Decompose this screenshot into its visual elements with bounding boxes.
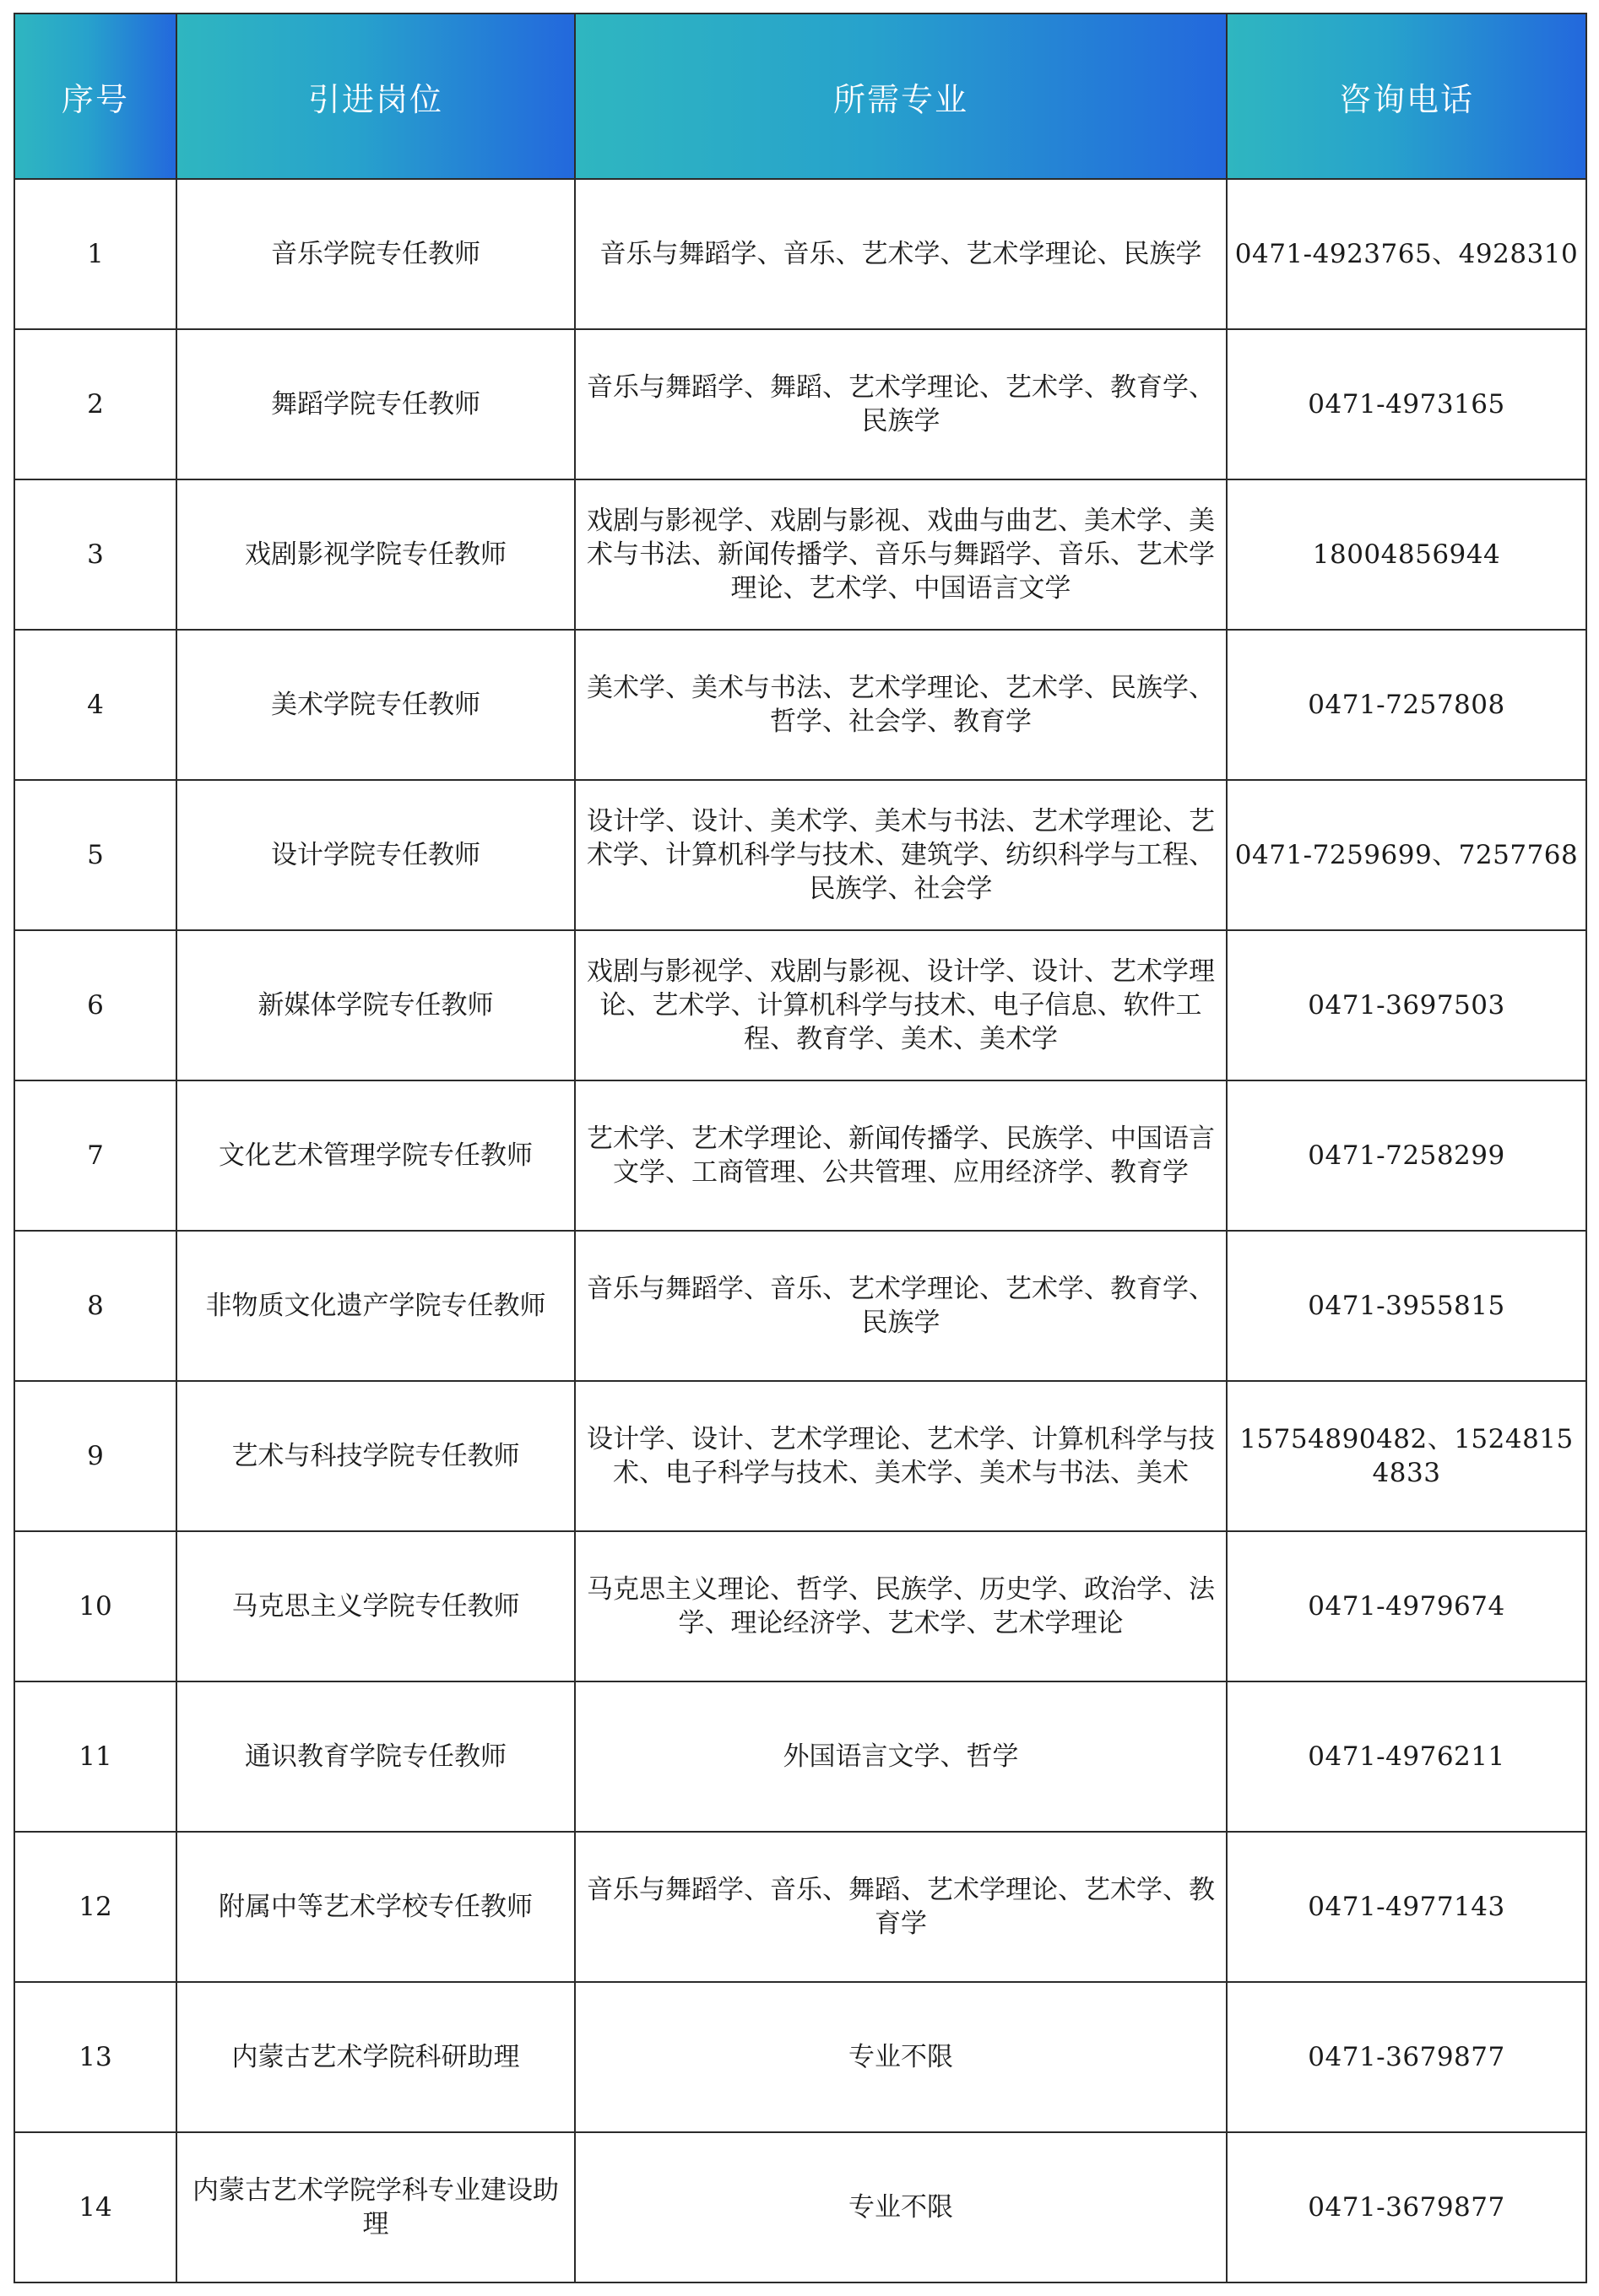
row-number: 6	[14, 930, 176, 1080]
table-body	[14, 179, 1586, 2282]
header-position: 引进岗位	[176, 14, 575, 179]
row-number: 9	[14, 1381, 176, 1531]
row-number: 5	[14, 780, 176, 930]
row-number: 11	[14, 1681, 176, 1832]
row-phone: 0471-4979674	[1227, 1531, 1586, 1681]
row-phone: 0471-4923765、4928310	[1227, 179, 1586, 329]
table-row	[14, 179, 1586, 329]
row-phone: 0471-3679877	[1227, 1982, 1586, 2132]
table-header	[14, 14, 1586, 179]
row-position: 舞蹈学院专任教师	[176, 329, 575, 479]
row-phone: 0471-3955815	[1227, 1231, 1586, 1381]
row-majors: 设计学、设计、艺术学理论、艺术学、计算机科学与技术、电子科学与技术、美术学、美术与书法、美术	[575, 1381, 1227, 1531]
table-row	[14, 329, 1586, 479]
header-row	[14, 14, 1586, 179]
row-phone: 15754890482、15248154833	[1227, 1381, 1586, 1531]
row-phone: 18004856944	[1227, 479, 1586, 630]
row-number: 4	[14, 630, 176, 780]
row-majors: 马克思主义理论、哲学、民族学、历史学、政治学、法学、理论经济学、艺术学、艺术学理论	[575, 1531, 1227, 1681]
row-position: 音乐学院专任教师	[176, 179, 575, 329]
header-no: 序号	[14, 14, 176, 179]
row-phone: 0471-7258299	[1227, 1080, 1586, 1231]
row-phone: 0471-4973165	[1227, 329, 1586, 479]
row-position: 通识教育学院专任教师	[176, 1681, 575, 1832]
row-position: 设计学院专任教师	[176, 780, 575, 930]
row-position: 内蒙古艺术学院科研助理	[176, 1982, 575, 2132]
row-majors: 音乐与舞蹈学、音乐、艺术学、艺术学理论、民族学	[575, 179, 1227, 329]
row-majors: 美术学、美术与书法、艺术学理论、艺术学、民族学、哲学、社会学、教育学	[575, 630, 1227, 780]
row-majors: 设计学、设计、美术学、美术与书法、艺术学理论、艺术学、计算机科学与技术、建筑学、纺织科学与工程、民族学、社会学	[575, 780, 1227, 930]
table-row	[14, 479, 1586, 630]
row-phone: 0471-4976211	[1227, 1681, 1586, 1832]
row-phone: 0471-3697503	[1227, 930, 1586, 1080]
row-majors: 戏剧与影视学、戏剧与影视、设计学、设计、艺术学理论、艺术学、计算机科学与技术、电子信息、软件工程、教育学、美术、美术学	[575, 930, 1227, 1080]
table-row	[14, 1681, 1586, 1832]
table-row	[14, 780, 1586, 930]
row-number: 2	[14, 329, 176, 479]
row-number: 14	[14, 2132, 176, 2282]
table-row	[14, 2132, 1586, 2282]
row-number: 7	[14, 1080, 176, 1231]
row-position: 非物质文化遗产学院专任教师	[176, 1231, 575, 1381]
row-position: 新媒体学院专任教师	[176, 930, 575, 1080]
row-phone: 0471-7257808	[1227, 630, 1586, 780]
row-number: 10	[14, 1531, 176, 1681]
table-row	[14, 630, 1586, 780]
row-position: 附属中等艺术学校专任教师	[176, 1832, 575, 1982]
header-majors: 所需专业	[575, 14, 1227, 179]
recruitment-table	[14, 13, 1587, 2283]
header-phone: 咨询电话	[1227, 14, 1586, 179]
table-row	[14, 1832, 1586, 1982]
row-position: 艺术与科技学院专任教师	[176, 1381, 575, 1531]
table-row	[14, 1381, 1586, 1531]
row-number: 12	[14, 1832, 176, 1982]
row-position: 美术学院专任教师	[176, 630, 575, 780]
recruitment-table-sheet	[14, 13, 1585, 2283]
row-phone: 0471-7259699、7257768	[1227, 780, 1586, 930]
row-number: 8	[14, 1231, 176, 1381]
row-majors: 专业不限	[575, 2132, 1227, 2282]
row-position: 马克思主义学院专任教师	[176, 1531, 575, 1681]
row-number: 1	[14, 179, 176, 329]
table-row	[14, 1080, 1586, 1231]
table-row	[14, 1531, 1586, 1681]
row-number: 3	[14, 479, 176, 630]
row-majors: 艺术学、艺术学理论、新闻传播学、民族学、中国语言文学、工商管理、公共管理、应用经济学、教育学	[575, 1080, 1227, 1231]
row-majors: 戏剧与影视学、戏剧与影视、戏曲与曲艺、美术学、美术与书法、新闻传播学、音乐与舞蹈学、音乐、艺术学理论、艺术学、中国语言文学	[575, 479, 1227, 630]
table-row	[14, 1982, 1586, 2132]
row-majors: 专业不限	[575, 1982, 1227, 2132]
table-row	[14, 1231, 1586, 1381]
row-position: 内蒙古艺术学院学科专业建设助理	[176, 2132, 575, 2282]
table-row	[14, 930, 1586, 1080]
row-position: 文化艺术管理学院专任教师	[176, 1080, 575, 1231]
row-majors: 音乐与舞蹈学、音乐、艺术学理论、艺术学、教育学、民族学	[575, 1231, 1227, 1381]
row-phone: 0471-4977143	[1227, 1832, 1586, 1982]
row-number: 13	[14, 1982, 176, 2132]
row-majors: 外国语言文学、哲学	[575, 1681, 1227, 1832]
row-majors: 音乐与舞蹈学、舞蹈、艺术学理论、艺术学、教育学、民族学	[575, 329, 1227, 479]
row-phone: 0471-3679877	[1227, 2132, 1586, 2282]
row-position: 戏剧影视学院专任教师	[176, 479, 575, 630]
row-majors: 音乐与舞蹈学、音乐、舞蹈、艺术学理论、艺术学、教育学	[575, 1832, 1227, 1982]
